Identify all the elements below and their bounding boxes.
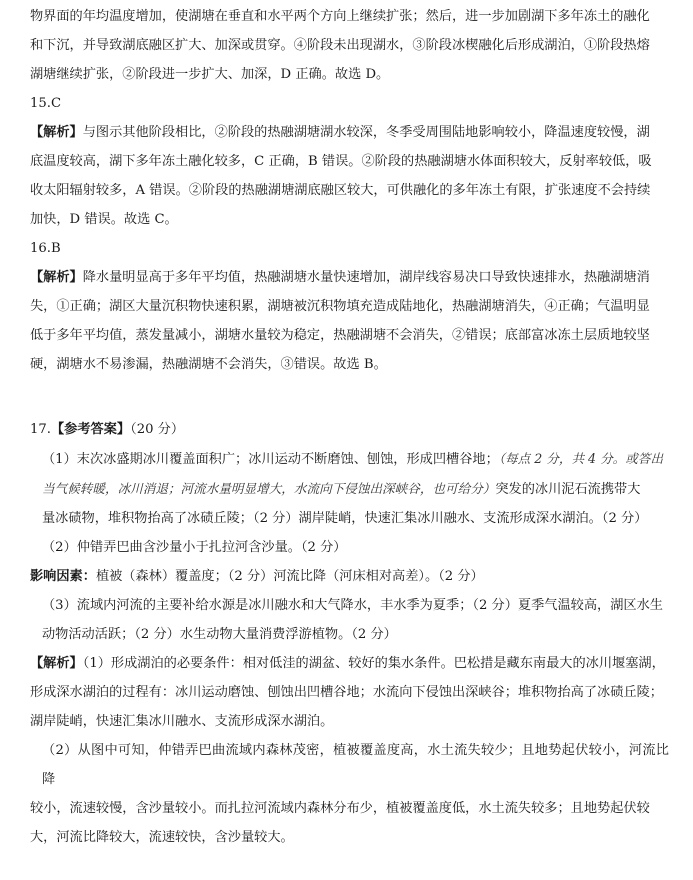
q17-part1-note: （每点 2 分，共 4 分。或答出 <box>498 451 664 466</box>
intro-line: 物界面的年均温度增加，使湖塘在垂直和水平两个方向上继续扩张；然后，进一步加剧湖下多年冻土的融化 <box>30 9 650 24</box>
q17-analysis-line: 形成深水湖泊的过程有：冰川运动磨蚀、刨蚀出凹槽谷地；水流向下侵蚀出深峡谷；堆积物抬高了冰碛丘陵； <box>30 685 663 700</box>
q16-analysis-line: 硬，湖塘水不易渗漏，热融湖塘不会消失，③错误。故选 B。 <box>30 357 387 372</box>
q16-text: 降水量明显高于多年平均值，热融湖塘水量快速增加，湖岸线容易决口导致快速排水，热融湖塘消 <box>82 270 650 285</box>
analysis-tag: 【解析】 <box>30 270 83 285</box>
question-17-number: 17. <box>30 422 51 437</box>
question-15-number: 15.C <box>30 96 62 111</box>
factor-text: 植被（森林）覆盖度；（2 分）河流比降（河床相对高差）。（2 分） <box>95 569 484 584</box>
q15-analysis-line <box>30 118 669 147</box>
q16-analysis-line <box>30 263 669 292</box>
q17-factor-line <box>30 562 669 591</box>
question-17-heading <box>30 415 669 444</box>
q17-part1-line: 量冰碛物，堆积物抬高了冰碛丘陵；（2 分）湖岸陡峭，快速汇集冰川融水、支流形成深水湖泊。（2 分） <box>42 511 648 526</box>
q17-part1-line <box>30 474 669 504</box>
q15-analysis-line: 收太阳辐射较多，A 错误。②阶段的热融湖塘湖底融区较大，可供融化的多年冻土有限，扩张速度不会持续 <box>30 183 651 198</box>
intro-line: 湖塘继续扩张，②阶段进一步扩大、加深，D 正确。故选 D。 <box>30 67 390 82</box>
q17-part1-line <box>30 444 669 474</box>
q16-analysis-line: 低于多年平均值，蒸发量减小，湖塘水量较为稳定，热融湖塘不会消失，②错误；底部富冰冻土层质地较坚 <box>30 328 650 343</box>
q17-part2-line: （2）仲错弄巴曲含沙量小于扎拉河含沙量。（2 分） <box>42 540 347 555</box>
analysis-tag: 【解析】 <box>30 656 83 671</box>
q17-analysis-line: （2）从图中可知，仲错弄巴曲流域内森林茂密，植被覆盖度高，水土流失较少；且地势起伏较小，河流比降 <box>42 743 669 787</box>
q17-analysis-line: 大，河流比降较大，流速较快，含沙量较大。 <box>30 830 294 845</box>
question-17-score: （20 分） <box>130 422 185 437</box>
q15-text: 与图示其他阶段相比，②阶段的热融湖塘湖水较深，冬季受周围陆地影响较小，降温速度较慢，湖 <box>82 125 650 140</box>
q17-part3-line: （3）流域内河流的主要补给水源是冰川融水和大气降水，丰水季为夏季；（2 分）夏季气温较高，湖区水生 <box>42 598 663 613</box>
q17-analysis-line: 较小，流速较慢，含沙量较小。而扎拉河流域内森林分布少，植被覆盖度低，水土流失较多；且地势起伏较 <box>30 801 650 816</box>
q17-part1-text: （1）末次冰盛期冰川覆盖面积广；冰川运动不断磨蚀、刨蚀，形成凹槽谷地； <box>42 452 499 467</box>
q17-part3-line: 动物活动活跃；（2 分）水生动物大量消费浮游植物。（2 分） <box>42 627 397 642</box>
factor-label: 影响因素： <box>30 569 96 584</box>
q16-analysis-line: 失，①正确；湖区大量沉积物快速积累，湖塘被沉积物填充造成陆地化，热融湖塘消失，④正确；气温明显 <box>30 299 650 314</box>
q15-analysis-line: 加快，D 错误。故选 C。 <box>30 212 178 227</box>
intro-line: 和下沉，并导致湖底融区扩大、加深或贯穿。④阶段未出现湖水，③阶段冰楔融化后形成湖泊，①阶段热熔 <box>30 38 650 53</box>
q15-analysis-line: 底温度较高，湖下多年冻土融化较多，C 正确，B 错误。②阶段的热融湖塘水体面积较大，反射率较低，吸 <box>30 154 652 169</box>
answer-tag: 【参考答案】 <box>50 422 131 437</box>
spacer <box>30 379 669 415</box>
q17-part1-note: 当气候转暖，冰川消退；河流水量明显增大，水流向下侵蚀出深峡谷，也可给分） <box>42 481 496 496</box>
q17-part1-text: 突发的冰川泥石流携带大 <box>495 482 641 497</box>
q17-analysis-line <box>30 649 669 678</box>
analysis-tag: 【解析】 <box>30 125 83 140</box>
question-16-number: 16.B <box>30 241 61 256</box>
q17-analysis-line: 湖岸陡峭，快速汇集冰川融水、支流形成深水湖泊。 <box>30 714 334 729</box>
q17-analysis-text: （1）形成湖泊的必要条件：相对低洼的湖盆、较好的集水条件。巴松措是藏东南最大的冰川堰塞湖， <box>82 656 665 671</box>
